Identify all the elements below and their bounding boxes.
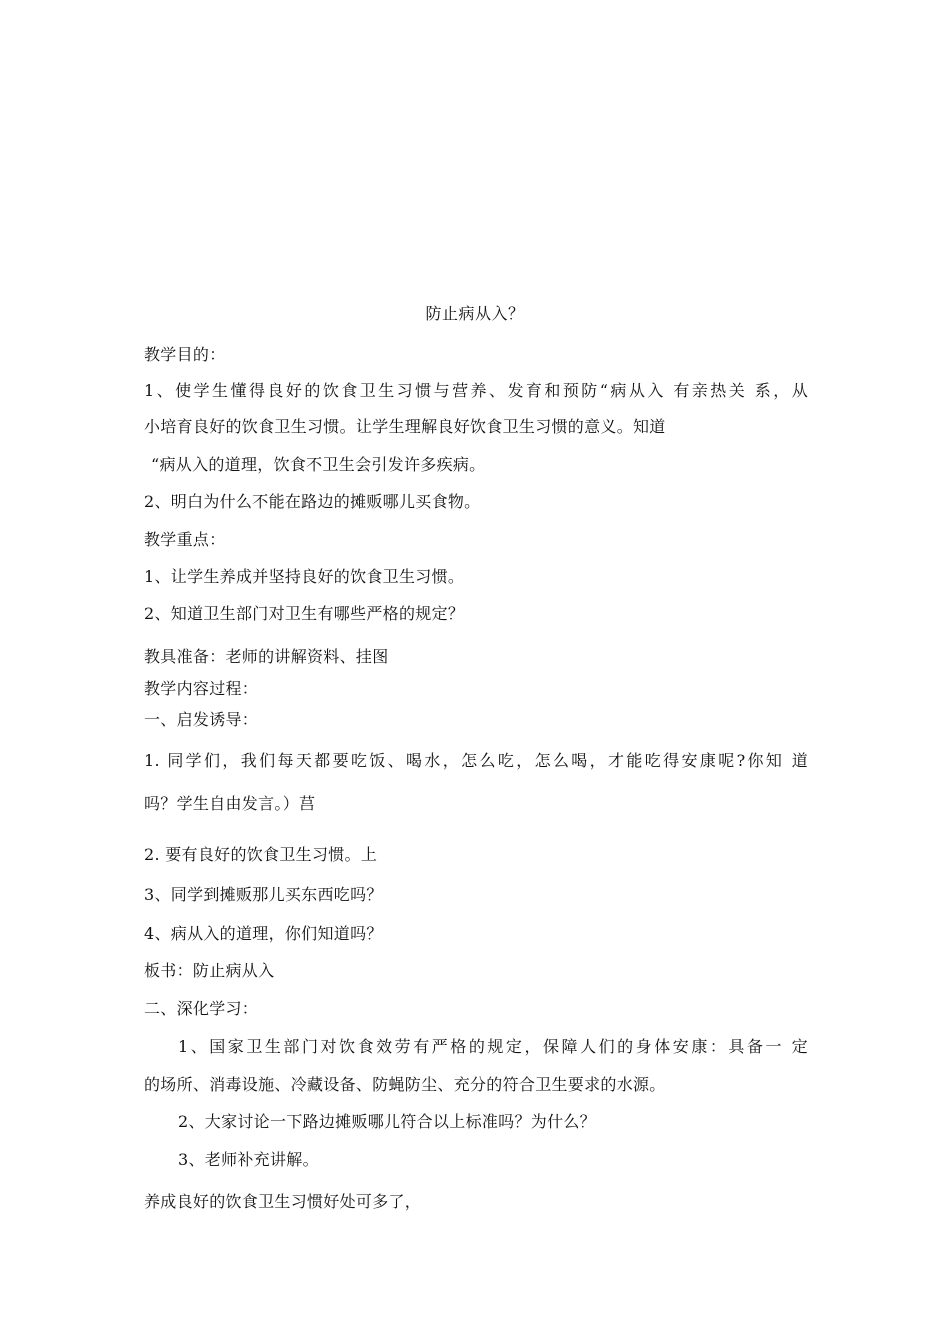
paragraph-line: 4、病从入的道理，你们知道吗？ xyxy=(144,924,383,943)
paragraph-line: 2、知道卫生部门对卫生有哪些严格的规定？ xyxy=(144,604,465,623)
paragraph-line: 1. 同学们，我们每天都要吃饭、喝水，怎么吃，怎么喝，才能吃得安康呢?你知 道 xyxy=(144,751,808,770)
paragraph-line: 2、明白为什么不能在路边的摊贩哪儿买食物。 xyxy=(144,492,481,511)
paragraph-line: “病从入的道理，饮食不卫生会引发许多疾病。 xyxy=(151,455,486,474)
section-heading-teaching-goals: 教学目的： xyxy=(144,345,226,364)
paragraph-line: 的场所、消毒设施、冷藏设备、防蝇防尘、充分的符合卫生要求的水源。 xyxy=(144,1075,666,1094)
section-heading-part-one: 一、启发诱导： xyxy=(144,710,259,729)
document-title: 防止病从入？ xyxy=(425,304,525,323)
paragraph-line: 小培育良好的饮食卫生习惯。让学生理解良好饮食卫生习惯的意义。知道 xyxy=(144,417,666,436)
paragraph-line: 1、让学生养成并坚持良好的饮食卫生习惯。 xyxy=(144,567,465,586)
board-writing: 板书：防止病从入 xyxy=(144,961,275,980)
section-heading-key-points: 教学重点： xyxy=(144,530,226,549)
paragraph-line: 吗？学生自由发言。）莒 xyxy=(144,794,316,813)
paragraph-line: 2. 要有良好的饮食卫生习惯。上 xyxy=(144,845,378,864)
section-heading-process: 教学内容过程： xyxy=(144,679,259,698)
section-heading-part-two: 二、深化学习： xyxy=(144,999,259,1018)
paragraph-line: 1、国家卫生部门对饮食效劳有严格的规定，保障人们的身体安康：具备一 定 xyxy=(178,1037,808,1056)
paragraph-line: 养成良好的饮食卫生习惯好处可多了， xyxy=(144,1192,422,1211)
section-heading-materials: 教具准备：老师的讲解资料、挂图 xyxy=(144,647,389,666)
paragraph-line: 3、老师补充讲解。 xyxy=(178,1150,319,1169)
paragraph-line: 1、使学生懂得良好的饮食卫生习惯与营养、发育和预防“病从入 有亲热关 系，从 xyxy=(144,381,808,400)
paragraph-line: 2、大家讨论一下路边摊贩哪儿符合以上标准吗？为什么？ xyxy=(178,1112,596,1131)
paragraph-line: 3、同学到摊贩那儿买东西吃吗？ xyxy=(144,885,383,904)
